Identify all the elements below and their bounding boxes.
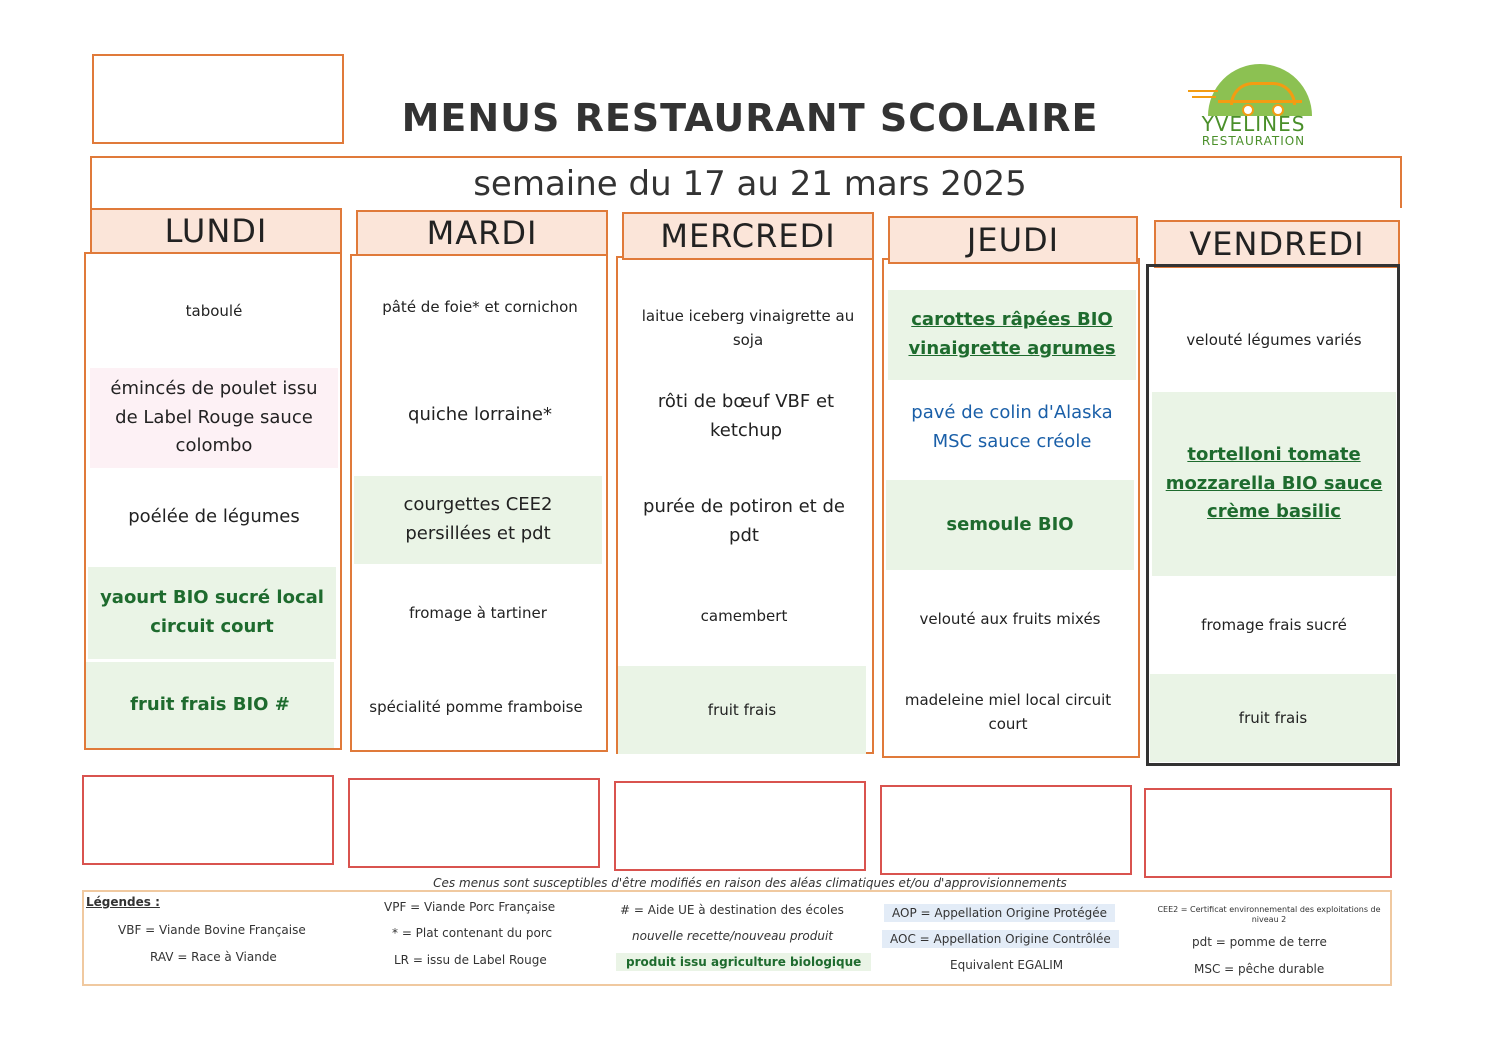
menu-item: velouté légumes variés <box>1186 331 1362 349</box>
tray-line <box>1218 100 1302 103</box>
logo-subtitle: RESTAURATION <box>1201 134 1306 148</box>
menu-item: fruit frais <box>1150 674 1396 762</box>
menu-item: madeleine miel local circuit court <box>904 691 1112 733</box>
menu-item-aoc: pavé de colin d'Alaska MSC sauce créole <box>911 402 1113 452</box>
menu-item-text: carottes râpées BIO vinaigrette agrumes <box>908 309 1116 359</box>
legend-msc: MSC = pêche durable <box>1194 962 1325 976</box>
menu-item-text: tortelloni tomate mozzarella BIO sauce crème basilic <box>1165 443 1383 523</box>
speed-line <box>1192 96 1216 98</box>
logo <box>1186 60 1321 152</box>
legend-rav: RAV = Race à Viande <box>150 950 277 964</box>
menu-item: fromage à tartiner <box>409 604 547 622</box>
menu-item: purée de potiron et de pdt <box>643 496 845 546</box>
menu-item: spécialité pomme framboise <box>369 698 583 716</box>
menu-item-bio <box>1152 392 1396 576</box>
day-header-mardi: MARDI <box>356 210 608 256</box>
menu-item: velouté aux fruits mixés <box>919 610 1101 628</box>
menu-item: rôti de bœuf VBF et ketchup <box>657 391 835 441</box>
empty-box <box>880 785 1132 875</box>
menu-item: courgettes CEE2 persillées et pdt <box>354 476 602 564</box>
legend-cee2: CEE2 = Certificat environnemental des exploitations de niveau 2 <box>1157 905 1381 925</box>
menu-item: taboulé <box>90 256 338 366</box>
logo-name: YVELINES <box>1201 112 1306 136</box>
menu-item: émincés de poulet issu de Label Rouge sauce colombo <box>90 368 338 468</box>
empty-box <box>1144 788 1392 878</box>
menu-item-bio: yaourt BIO sucré local circuit court <box>88 567 336 659</box>
menu-item-bio: semoule BIO <box>886 480 1134 570</box>
legend-pdt: pdt = pomme de terre <box>1192 935 1327 949</box>
day-header-lundi: LUNDI <box>90 208 342 254</box>
legend-vpf: VPF = Viande Porc Française <box>384 900 556 914</box>
legend-bio: produit issu agriculture biologique <box>616 953 871 971</box>
legend-egalim: Equivalent EGALIM <box>950 958 1064 972</box>
page-title: MENUS RESTAURANT SCOLAIRE <box>401 96 1099 140</box>
legend-aide: # = Aide UE à destination des écoles <box>620 903 844 917</box>
menu-item: poélée de légumes <box>128 506 300 528</box>
legend-title: Légendes : <box>86 895 160 909</box>
day-header-mercredi: MERCREDI <box>622 212 874 260</box>
legend-nouvelle: nouvelle recette/nouveau produit <box>632 929 833 943</box>
day-header-vendredi: VENDREDI <box>1154 220 1400 268</box>
top-left-box <box>92 54 344 144</box>
legend-vbf: VBF = Viande Bovine Française <box>118 923 306 937</box>
menu-item: pâté de foie* et cornichon <box>382 298 578 316</box>
legend-porc: * = Plat contenant du porc <box>392 926 553 940</box>
menu-item-bio: fruit frais BIO # <box>86 662 334 748</box>
menu-item: camembert <box>700 607 788 625</box>
menu-item: quiche lorraine* <box>408 403 552 425</box>
menu-item: laitue iceberg vinaigrette au soja <box>641 307 855 349</box>
empty-box <box>82 775 334 865</box>
empty-box <box>348 778 600 868</box>
legend-aoc: AOC = Appellation Origine Contrôlée <box>882 930 1119 948</box>
empty-box <box>614 781 866 871</box>
day-header-jeudi: JEUDI <box>888 216 1138 264</box>
legend-lr: LR = issu de Label Rouge <box>394 953 547 967</box>
legend-aop: AOP = Appellation Origine Protégée <box>884 904 1115 922</box>
disclaimer: Ces menus sont susceptibles d'être modifiés en raison des aléas climatiques et/ou d'approvisionnements <box>433 876 1067 890</box>
menu-item: fruit frais <box>618 666 866 754</box>
menu-item-bio <box>888 290 1136 380</box>
speed-line <box>1188 90 1218 92</box>
menu-item: fromage frais sucré <box>1201 616 1347 634</box>
week-label: semaine du 17 au 21 mars 2025 <box>473 164 1027 204</box>
